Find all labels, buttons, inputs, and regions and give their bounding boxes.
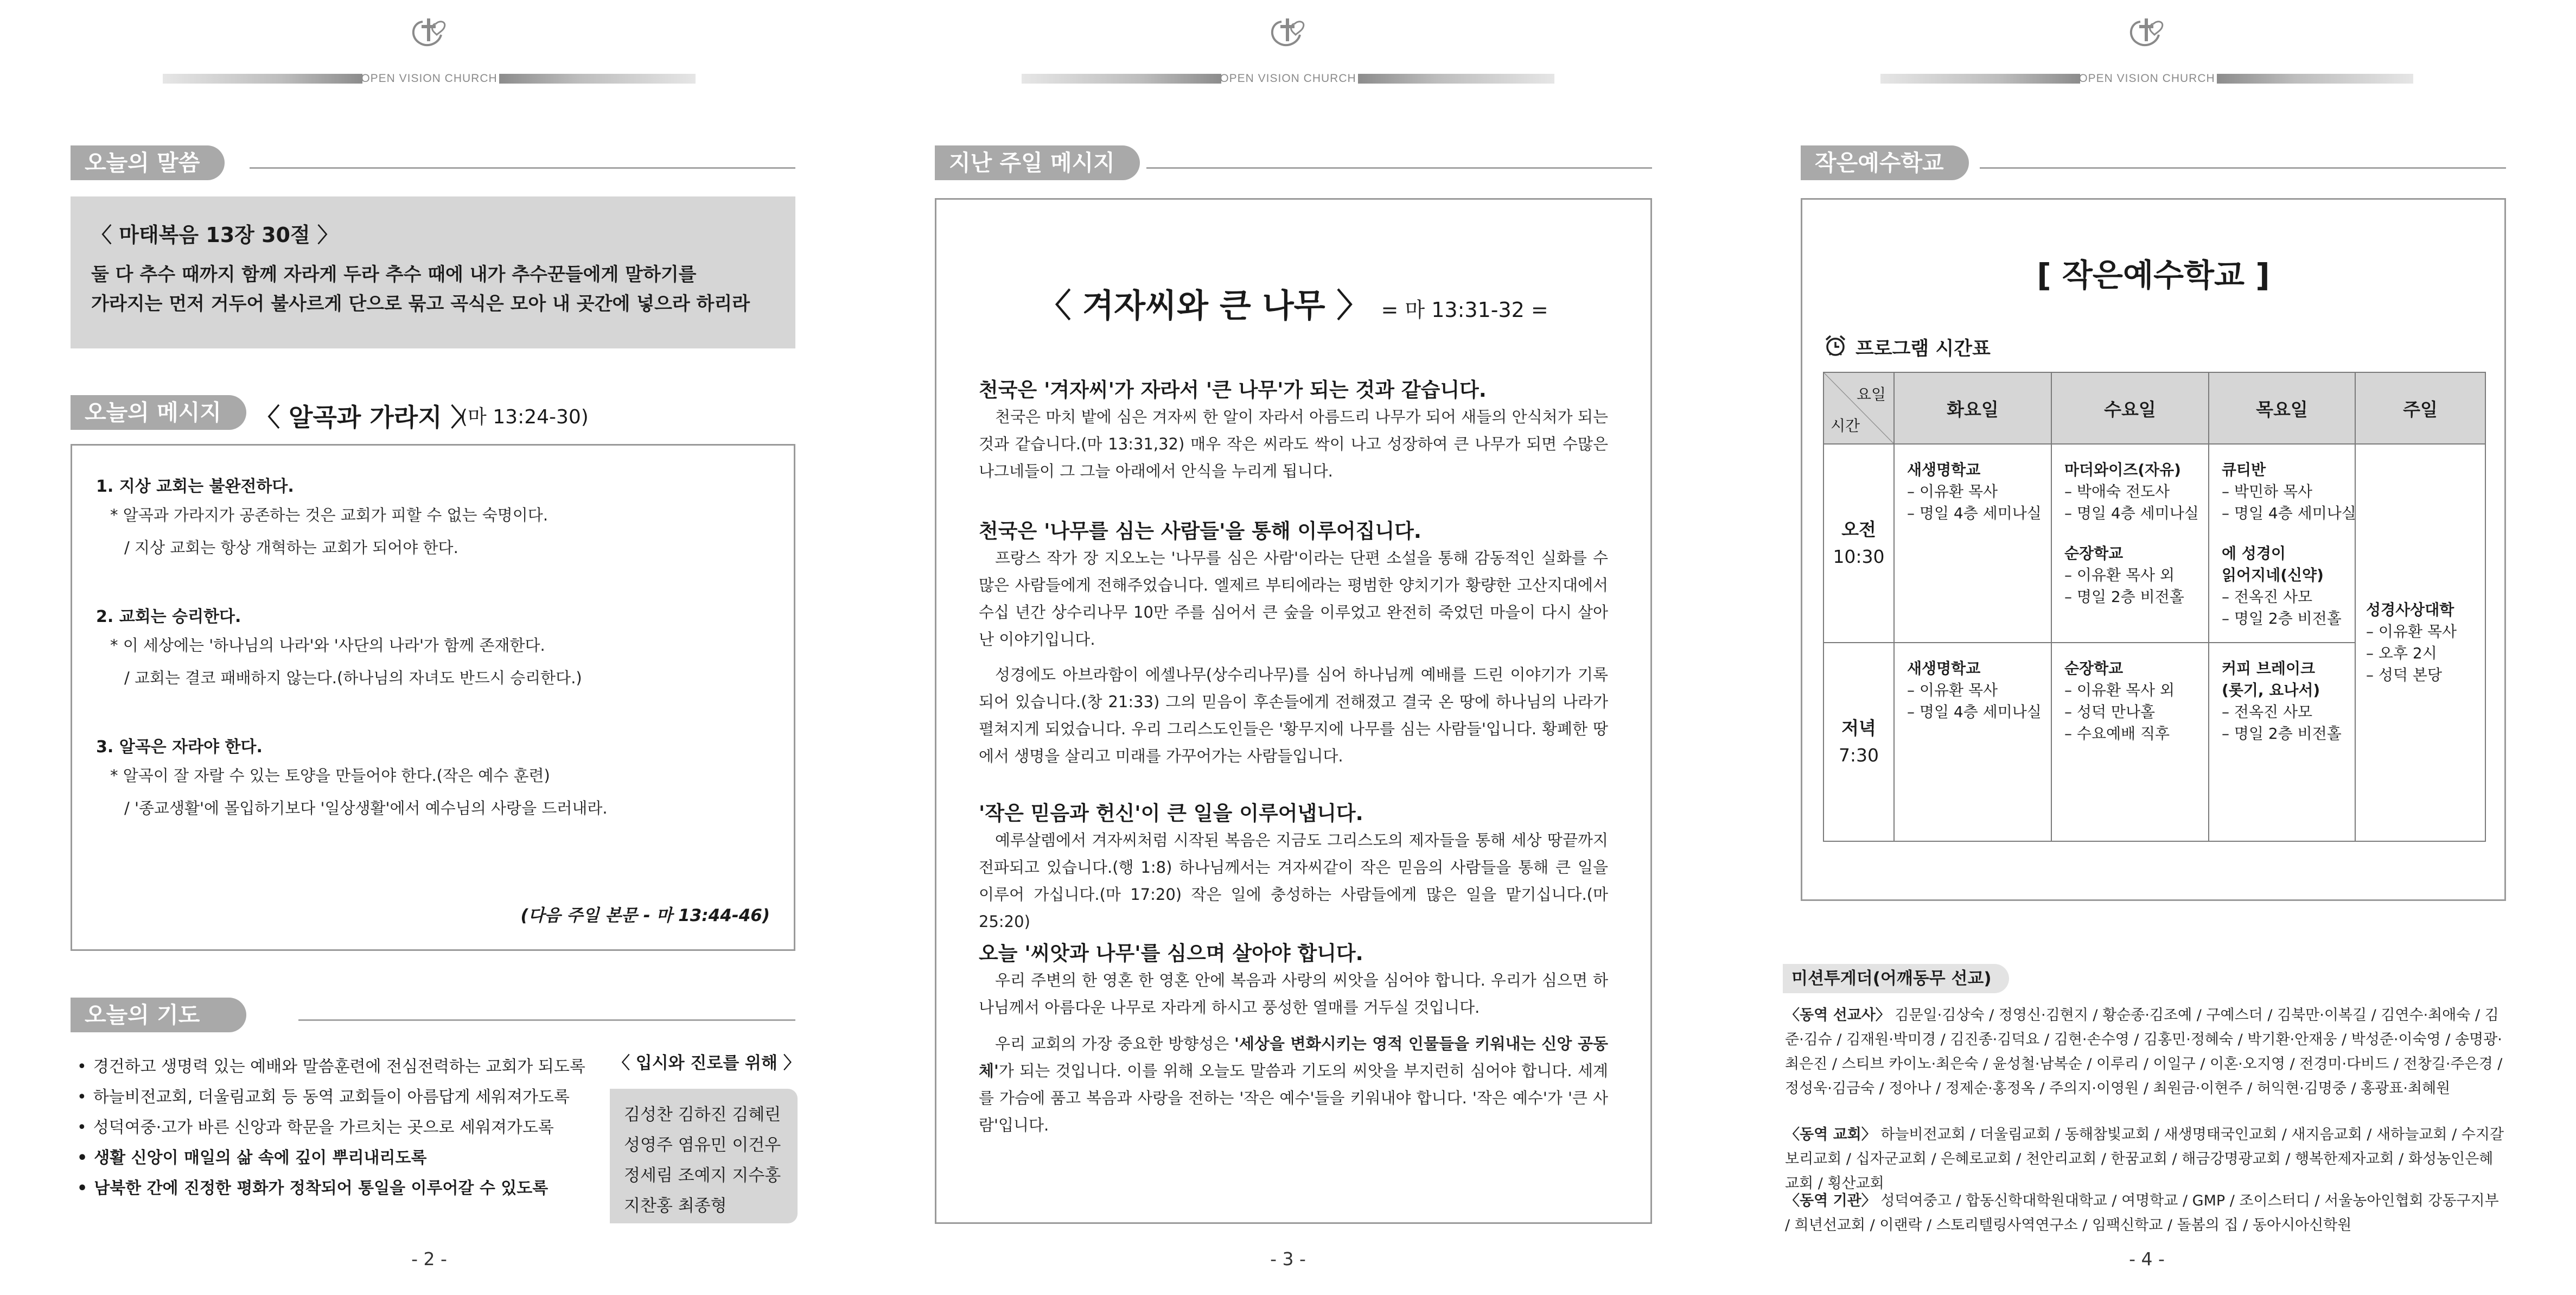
sermon-paragraph: 성경에도 아브라함이 에셀나무(상수리나무)를 심어 하나님께 예배를 드린 이야기가 기록되어 있습니다.(창 21:33) 그의 믿음이 후손들에게 전해졌고 결국 온 땅에 하나님의 나라가 펼쳐지게 되었습니다. 우리 그리스도인들은 '황무지에 나무를 심는 사람들'입니다. 황폐한 땅에서 생명을 살리고 미래를 가꾸어가는 사람들입니다.: [979, 665, 1608, 765]
page-header: [0, 16, 858, 85]
sermon-paragraph: 천국은 마치 밭에 심은 겨자씨 한 알이 자라서 아름드리 나무가 되어 새들의 안식처가 되는 것과 같습니다.(마 13:31,32) 매우 작은 씨라도 싹이 나고 성장하여 큰 나무가 되면 수많은 나그네들이 그 그늘 아래에서 안식을 누리게 됩니다.: [979, 408, 1608, 480]
point-2-sub-1: * 이 세상에는 '하나님의 나라'와 '사단의 나라'가 함께 존재한다.: [110, 636, 545, 655]
table-header-cell: 화요일: [1894, 372, 2051, 444]
point-3-sub-2: / '종교생활'에 몰입하기보다 '일상생활'에서 예수님의 사랑을 드러내라.: [124, 799, 608, 817]
page-number: - 3 -: [1270, 1248, 1306, 1269]
sermon-section-title: 천국은 '나무를 심는 사람들'을 통해 이루어집니다.: [979, 519, 1421, 543]
sermon-title: 〈 겨자씨와 큰 나무 〉 = 마 13:31-32 =: [1038, 287, 1548, 325]
exam-names-box: [610, 1089, 798, 1223]
header-bar-right: [2217, 74, 2413, 84]
exam-names-row: 김성찬 김하진 김혜린: [624, 1105, 781, 1125]
prayer-item: • 생활 신앙이 매일의 삶 속에 깊이 뿌리내리도록: [77, 1144, 426, 1168]
verse-ref: 〈 마태복음 13장 30절 〉: [91, 223, 338, 247]
prayer-item: • 경건하고 생명력 있는 예배와 말씀훈련에 전심전력하는 교회가 되도록: [77, 1053, 585, 1077]
time-cell-morning: 오전 10:30: [1823, 444, 1894, 643]
point-2-title: 2. 교회는 승리한다.: [96, 607, 241, 626]
page-number: - 2 -: [411, 1248, 447, 1269]
message-ref: (마 13:24-30): [460, 406, 589, 428]
table-header-cell: 주일: [2355, 372, 2485, 444]
exam-names-row: 정세림 조예지 지수홍: [624, 1166, 781, 1185]
point-2-sub-2: / 교회는 결코 패배하지 않는다.(하나님의 자녀도 반드시 승리한다.): [124, 669, 582, 687]
page-2: [0, 0, 858, 1295]
page-4: [1718, 0, 2576, 1295]
exam-names-row: 성영주 염유민 이건우: [624, 1135, 781, 1155]
message-outline-box: [71, 444, 795, 951]
mission-organizations: 〈동역 기관〉 성덕여중고 / 합동신학대학원대학교 / 여명학교 / GMP / 조이스터디 / 서울농아인협회 강동구지부 / 희년선교회 / 이랜락 / 스토리텔링사역연구소 / 임팩신학교 / 돌봄의 집 / 동아시아신학원: [1785, 1192, 2499, 1234]
sermon-paragraph: 우리 주변의 한 영혼 한 영혼 안에 복음과 사랑의 씨앗을 심어야 합니다. 우리가 심으면 하나님께서 아름다운 나무로 자라게 하시고 풍성한 열매를 거두실 것입니다.: [979, 971, 1608, 1017]
mission-churches: 〈동역 교회〉 하늘비전교회 / 더울림교회 / 동해참빛교회 / 새생명태국인교회 / 새지음교회 / 새하늘교회 / 수지갈보리교회 / 십자군교회 / 은혜로교회 / 천안리교회 / 한꿈교회 / 해금강명광교회 / 행복한제자교회 / 화성농인은혜교회 / 횡산교회: [1785, 1126, 2504, 1192]
church-name: OPEN VISION CHURCH: [1220, 72, 1356, 85]
schedule-cell: 순장학교 – 이유환 목사 외 – 성덕 만나홀 – 수요예배 직후: [2051, 643, 2209, 841]
point-1-sub-2: / 지상 교회는 항상 개혁하는 교회가 되어야 한다.: [124, 538, 458, 557]
church-logo-icon: [1265, 16, 1311, 51]
point-1-sub-1: * 알곡과 가라지가 공존하는 것은 교회가 피할 수 없는 숙명이다.: [110, 506, 549, 524]
page-header: [1718, 16, 2576, 85]
schedule-cell-sunday: 성경사상대학 – 이유환 목사 – 오후 2시 – 성덕 본당: [2355, 444, 2485, 841]
last-message-heading: 지난 주일 메시지: [935, 145, 1652, 180]
mission-missionaries: 〈동역 선교사〉 김문일·김상숙 / 정영신·김현지 / 황순종·김조예 / 구예스더 / 김북만·이복길 / 김연수·최애숙 / 김준·김슈 / 김재원·박미경 / 김진종·김덕요 / 김현·손수영 / 김홍민·정혜숙 / 박기환·안재웅 / 박성준·이숙영 / 송명광·최은진 / 스티브 카이노·최은숙 / 윤성철·남복순 / 이루리 / 이일구 / 이혼·오지영 / 전경미·다비드 / 전창길·주은경 / 정성욱·김금숙 / 정아나 / 정제순·홍정옥 / 주의지·이영원 / 최원금·이현주 / 허익현·김명중 / 홍광표·최혜원: [1785, 1007, 2503, 1097]
table-row-morning: [1823, 444, 2485, 643]
sermon-box: [935, 198, 1652, 1224]
schedule-cell: 큐티반 – 박민하 목사 – 명일 4층 세미나실 에 성경이 읽어지네(신약) – 전옥진 사모 – 명일 2층 비전홀: [2209, 444, 2355, 643]
table-corner: 요일 시간: [1823, 372, 1894, 444]
next-week-ref: (다음 주일 본문 - 마 13:44-46): [520, 906, 770, 925]
table-header-cell: 목요일: [2209, 372, 2355, 444]
church-logo-icon: [406, 16, 452, 51]
schedule-cell: 새생명학교 – 이유환 목사 – 명일 4층 세미나실: [1894, 643, 2051, 841]
page-3: [859, 0, 1717, 1295]
program-box-title: [ 작은예수학교 ]: [2037, 257, 2270, 294]
prayer-item: • 남북한 간에 진정한 평화가 정착되어 통일을 이루어갈 수 있도록: [77, 1175, 548, 1198]
sermon-paragraph: 예루살렘에서 겨자씨처럼 시작된 복음은 지금도 그리스도의 제자들을 통해 세상 땅끝까지 전파되고 있습니다.(행 1:8) 하나님께서는 겨자씨같이 작은 믿음의 사람들을 통해 큰 일을 이루어 가십니다.(마 17:20) 작은 일에 충성하는 사람들에게 많은 일을 맡기십니다.(마 25:20): [979, 831, 1608, 931]
schedule-cell: 새생명학교 – 이유환 목사 – 명일 4층 세미나실: [1894, 444, 2051, 643]
church-name: OPEN VISION CHURCH: [361, 72, 498, 85]
today-message-heading: 오늘의 메시지: [71, 395, 253, 430]
program-timetable-title: 프로그램 시간표: [1856, 338, 1991, 360]
verse-line-1: 둘 다 추수 때까지 함께 자라게 두라 추수 때에 내가 추수꾼들에게 말하기를: [91, 264, 697, 285]
church-name: OPEN VISION CHURCH: [2078, 72, 2215, 85]
sermon-paragraph: 우리 교회의 가장 중요한 방향성은 '세상을 변화시키는 영적 인물들을 키워내는 신앙 공동체'가 되는 것입니다. 이를 위해 오늘도 말씀과 기도의 씨앗을 부지런히 심어야 합니다. 세계를 가슴에 품고 복음과 사랑을 전하는 '작은 예수'들을 키워내야 합니다. '작은 예수'가 '큰 사람'입니다.: [979, 1034, 1609, 1134]
prayer-item: • 성덕여중·고가 바른 신앙과 학문을 가르치는 곳으로 세워져가도록: [77, 1114, 554, 1138]
sermon-section-title: 오늘 '씨앗과 나무'를 심으며 살아야 합니다.: [979, 942, 1363, 965]
mission-together-heading: 미션투게더(어깨동무 선교): [1783, 964, 2009, 993]
table-header-cell: 수요일: [2051, 372, 2209, 444]
program-box: [1801, 198, 2506, 901]
schedule-table: [1823, 372, 2486, 842]
sermon-section-title: 천국은 '겨자씨'가 자라서 '큰 나무'가 되는 것과 같습니다.: [979, 378, 1487, 402]
page-header: [859, 16, 1717, 85]
little-jesus-school-heading: 작은예수학교: [1801, 145, 2506, 180]
schedule-cell: 마더와이즈(자유) – 박애숙 전도사 – 명일 4층 세미나실 순장학교 – 이유환 목사 외 – 명일 2층 비전홀: [2051, 444, 2209, 643]
point-3-title: 3. 알곡은 자라야 한다.: [96, 738, 263, 757]
sermon-paragraph: 프랑스 작가 장 지오노는 '나무를 심은 사람'이라는 단편 소설을 통해 감동적인 실화를 수많은 사람들에게 전해주었습니다. 엘제르 부티에라는 평범한 양치기가 황량한 고산지대에서 수십 년간 상수리나무 10만 주를 심어서 큰 숲을 이루었고 완전히 죽었던 마을이 다시 살아난 이야기입니다.: [979, 549, 1608, 649]
today-word-box: [71, 196, 795, 348]
point-1-title: 1. 지상 교회는 불완전하다.: [96, 477, 294, 496]
header-bar-right: [1358, 74, 1554, 84]
table-header-row: [1823, 372, 2485, 444]
page-number: - 4 -: [2129, 1248, 2165, 1269]
point-3-sub-1: * 알곡이 잘 자랄 수 있는 토양을 만들어야 한다.(작은 예수 훈련): [110, 766, 550, 785]
message-title: 〈 알곡과 가라지 〉: [255, 403, 476, 432]
prayer-item: • 하늘비전교회, 더울림교회 등 동역 교회들이 아름답게 세워져가도록: [77, 1083, 570, 1107]
header-bar-right: [499, 74, 696, 84]
sermon-section-title: '작은 믿음과 헌신'이 큰 일을 이루어냅니다.: [979, 802, 1363, 825]
schedule-cell: 커피 브레이크 (롯기, 요나서) – 전옥진 사모 – 명일 2층 비전홀: [2209, 643, 2355, 841]
exam-prayer-title: 〈 입시와 진로를 위해 〉: [613, 1053, 800, 1073]
prayer-heading: 오늘의 기도: [71, 998, 795, 1032]
exam-names-row: 지찬홍 최종형: [624, 1196, 727, 1216]
time-cell-evening: 저녁 7:30: [1823, 643, 1894, 841]
today-word-heading: 오늘의 말씀: [71, 145, 795, 180]
church-logo-icon: [2124, 16, 2170, 51]
verse-line-2: 가라지는 먼저 거두어 불사르게 단으로 묶고 곡식은 모아 내 곳간에 넣으라 하리라: [91, 293, 750, 315]
